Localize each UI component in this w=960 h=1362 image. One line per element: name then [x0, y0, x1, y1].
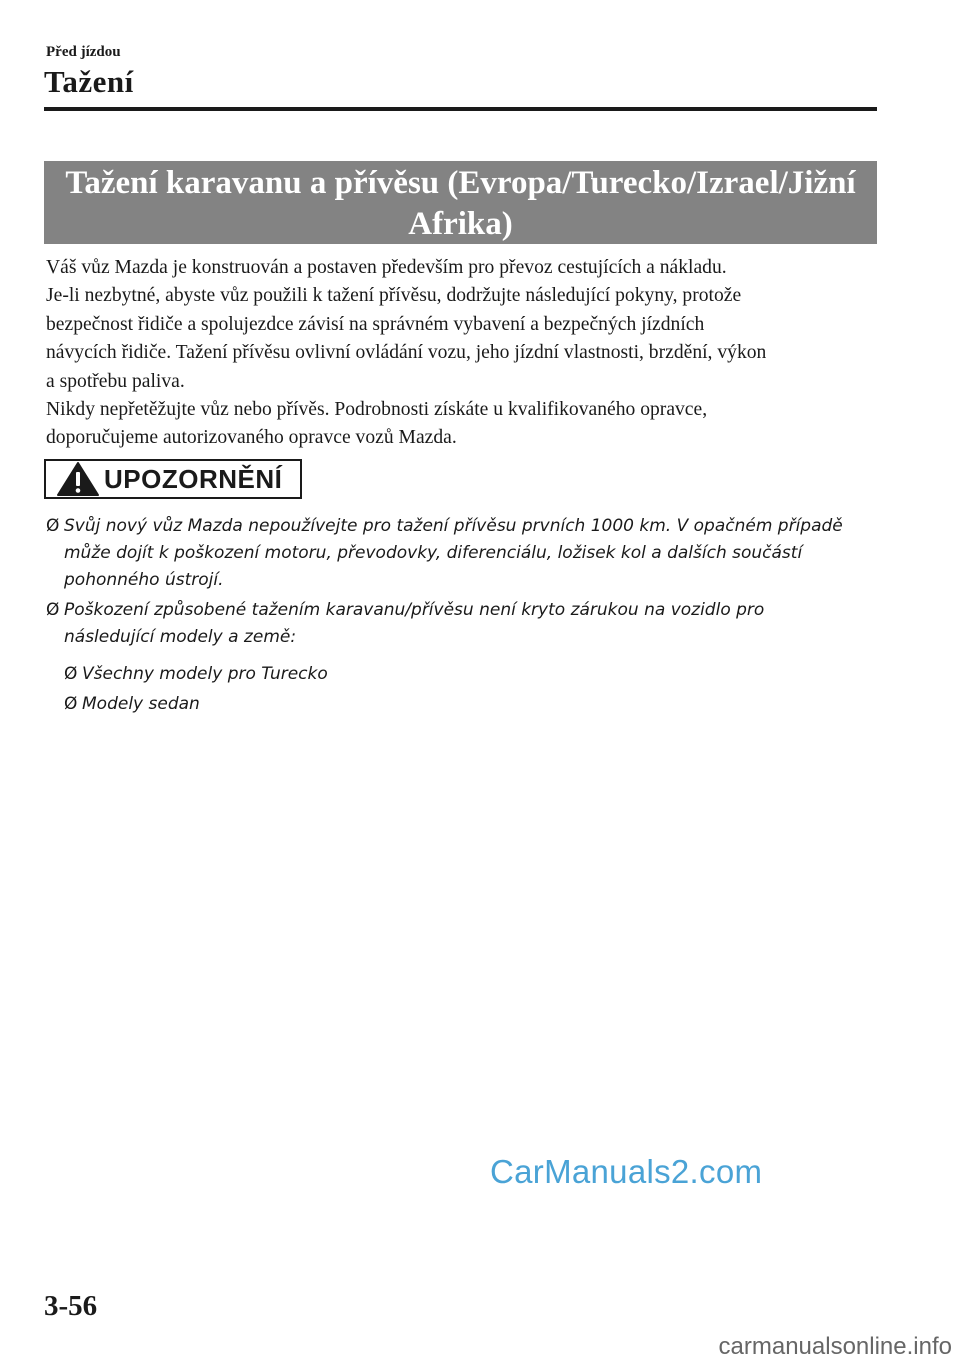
bullet-icon: Ø	[46, 600, 60, 620]
page-number: 3-56	[44, 1290, 98, 1322]
caution-item	[46, 597, 886, 651]
caution-subitem	[64, 691, 886, 718]
caution-subitem-text: Všechny modely pro Turecko	[82, 664, 328, 684]
caution-line: Svůj nový vůz Mazda nepoužívejte pro tažení přívěsu prvních 1000 km. V opačném případě	[64, 516, 843, 536]
section-title-line-2: Afrika)	[408, 206, 513, 242]
page-title: Tažení	[44, 64, 134, 99]
bullet-icon: Ø	[46, 516, 60, 536]
body-paragraph	[46, 254, 881, 453]
caution-line: může dojít k poškození motoru, převodovky, diferenciálu, ložisek kol a dalších součástí	[64, 543, 803, 563]
watermark: CarManuals2.com	[490, 1153, 763, 1190]
header-rule	[44, 107, 877, 111]
body-line: návycích řidiče. Tažení přívěsu ovlivní ovládání vozu, jeho jízdní vlastnosti, brzdění, výkon	[46, 342, 767, 364]
caution-sublist	[64, 661, 886, 718]
body-line: Váš vůz Mazda je konstruován a postaven především pro převoz cestujících a nákladu.	[46, 257, 727, 278]
caution-subitem	[64, 661, 886, 688]
caution-line: pohonného ústrojí.	[64, 570, 224, 590]
caution-item	[46, 513, 886, 594]
bullet-icon: Ø	[64, 664, 78, 684]
caution-line: následující modely a země:	[64, 627, 297, 647]
breadcrumb: Před jízdou	[46, 44, 121, 60]
caution-line: Poškození způsobené tažením karavanu/přívěsu není kryto zárukou na vozidlo pro	[64, 600, 765, 620]
site-watermark: carmanualsonline.info	[718, 1333, 952, 1360]
body-line: Nikdy nepřetěžujte vůz nebo přívěs. Podrobnosti získáte u kvalifikovaného opravce,	[46, 399, 708, 421]
body-line: bezpečnost řidiče a spolujezdce závisí na správném vybavení a bezpečných jízdních	[46, 313, 705, 335]
caution-list	[46, 513, 886, 721]
body-line: a spotřebu paliva.	[46, 370, 185, 392]
section-header	[44, 161, 877, 244]
caution-subitem-text: Modely sedan	[82, 694, 200, 714]
warning-box	[44, 459, 302, 499]
body-line: Je-li nezbytné, abyste vůz použili k tažení přívěsu, dodržujte následující pokyny, protože	[46, 285, 742, 307]
warning-label: UPOZORNĚNÍ	[104, 463, 283, 494]
body-line: doporučujeme autorizovaného opravce vozů Mazda.	[46, 427, 457, 449]
bullet-icon: Ø	[64, 694, 78, 714]
warning-triangle-icon	[56, 461, 100, 497]
section-title-line-1: Tažení karavanu a přívěsu (Evropa/Turecko/Izrael/Jižní	[65, 165, 856, 201]
